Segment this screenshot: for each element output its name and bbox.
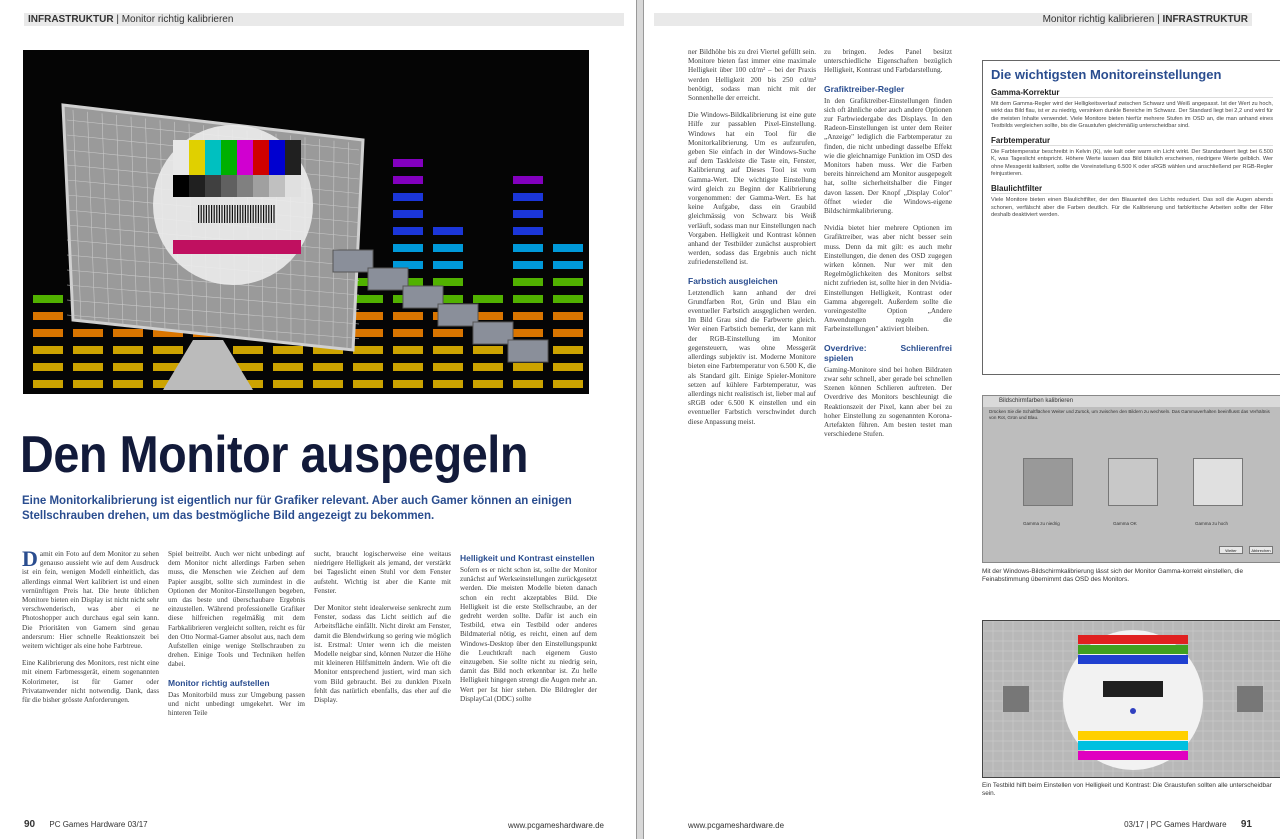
body-paragraph: Sofern es er nicht schon ist, sollte der Monitor zunächst auf Werkseinstellungen zurückgesetzt werden. Die meisten Modelle bieten danach schon ein recht akzeptables Bild. Die Helligkeit ist die erste Stellschraube, an der gedreht werden sollte. Dafür ist auch ein Testbild, etwa ein Testbild oder anderes Bildmaterial nötig, es reicht, einen auf dem Windows-Desktop über den Einstellungspunkt die Leuchtkraft nach eigenem Gusto einzugeben. Sie sollte nicht zu niedrig sein, damit das Bild noch erkennbar ist. Zu helle Helligkeit hingegen strengt die Augen mehr an. Wert per Ist hier stehen. Die Bildregler der DisplayCal (DDC) sollte <box>460 566 597 703</box>
color-bar <box>237 140 253 175</box>
drop-cap: D <box>22 550 38 571</box>
equalizer-segment <box>353 346 383 354</box>
body-paragraph: Der Monitor steht idealerweise senkrecht zum Fenster, sodass das Licht seitlich auf die Arbeitsfläche einfällt. Nicht direkt am Fenster, damit die Blendwirkung so gering wie möglich ist. Erstmal: Unter wenn ich die meisten Modelle neigbar sind, können Nutzer die Höhe mit kleineren Hilfsmitteln ändern. Wie oft die Monitor entsprechend justiert, wird man sich vom Bild gebraucht. Bei zu dunklen Pixeln fehlt das natürlich ebenfalls, das eher auf die Display. <box>314 604 451 705</box>
resolution-line <box>211 205 212 223</box>
body-paragraph: Die Windows-Bildkalibrierung ist eine gute Hilfe zur passablen Pixel-Einstellung. Windows hat ein Tool für die Monitorkalibrierung. Um es aufzurufen, geben Sie einfach in der Windows-Suche auf dem Taskleiste die Taste ein, Fenster, Kalibrierung auf Dieses Tool ist vom Gamma-Wert. Die wichtigste Einstellung wird gleich zu Beginn der Kalibrierung vorgenommen: der Gamma-Wert. Es hat keine Aufgabe, dass ein Graubild gleichmässig von Schwarz bis Weiß verläuft, sodass man nur Einstellungen nach Vorgaben. Helligkeit und Kontrast können anhand der Testbilder zunächst ausprobiert werden, sodass das Ergebnis auch nicht zufriedenstellend ist. <box>688 111 816 267</box>
resolution-line <box>216 205 217 223</box>
equalizer-segment <box>553 278 583 286</box>
body-paragraph: amit ein Foto auf dem Monitor zu sehen genauso aussieht wie auf dem Ausdruck ist ein fein, wenigen Modell einheitlich, das allerdings einmal Wert kalibriert ist und einen vernünftigen Preis hat. Die heute üblichen Monitore bieten ein Display ist nicht nicht sehr verschwenderisch, was aber ei ne Photoshopper auch durchaus egal sein kann. Die Prioritäten von Gamern sind genau andersrum: Hier schnelle Reaktionszeit bei weitem wichtiger als eine hohe Farbtreue. <box>22 550 159 651</box>
equalizer-segment <box>393 380 423 388</box>
equalizer-segment <box>33 363 63 371</box>
info-box-heading: Blaulichtfilter <box>991 184 1273 194</box>
equalizer-segment <box>73 363 103 371</box>
equalizer-segment <box>153 346 183 354</box>
body-paragraph: Nvidia bietet hier mehrere Optionen im Grafiktreiber, was aber nicht besser sein muss. Denn da mit gilt: es auch mehr Einstellungen, die denen des OSD zugegen wirken können. Nur wer mit den Regelmöglichkeiten des Monitors selbst nicht zufrieden ist, sollte hier in den Nvidia-Einstellungen Helligkeit, Kontrast oder Gamma abgeregelt. Außerdem sollte die voreingestellte Option „Andere Anwendungen regeln die Farbeinstellungen" aktiviert bleiben. <box>824 224 952 334</box>
body-paragraph: ner Bildhöhe bis zu drei Viertel gefüllt sein. Monitore bieten fast immer eine maximale Helligkeit über 100 cd/m² – bei der Praxis werden Helligkeit 200 bis 250 cd/m² benötigt, sodass man nicht mit der Sonnenhelle der erreicht. <box>688 48 816 103</box>
right-running-header <box>654 13 1252 26</box>
text-column-3 <box>314 550 451 726</box>
equalizer-segment <box>553 244 583 252</box>
equalizer-segment <box>393 159 423 167</box>
subheading: Monitor richtig aufstellen <box>168 677 270 688</box>
equalizer-segment <box>33 380 63 388</box>
pattern-color-band <box>1078 731 1188 740</box>
image-caption: Mit der Windows-Bildschirmkalibrierung lässt sich der Monitor Gamma-korrekt einstellen, die Feinabstimmung übernimmt das OSD des Monitors. <box>982 568 1244 584</box>
equalizer-segment <box>393 210 423 218</box>
resolution-line <box>232 205 233 223</box>
info-box-heading: Gamma-Korrektur <box>991 88 1273 98</box>
resolution-line <box>273 205 274 223</box>
gamma-sample-ok <box>1108 458 1158 506</box>
equalizer-segment <box>353 380 383 388</box>
subheading: Farbstich ausgleichen <box>688 275 778 286</box>
equalizer-segment <box>513 193 543 201</box>
text-column-5 <box>688 48 816 808</box>
dialog-next-button: Weiter <box>1219 546 1243 554</box>
magazine-issue: PC Games Hardware 03/17 <box>49 820 148 829</box>
equalizer-segment <box>513 210 543 218</box>
text-column-6 <box>824 48 952 808</box>
resolution-line <box>203 205 204 223</box>
test-pattern-image <box>982 620 1280 778</box>
equalizer-segment <box>393 329 423 337</box>
equalizer-segment <box>113 329 143 337</box>
equalizer-segment <box>73 329 103 337</box>
right-page <box>644 0 1280 839</box>
pattern-gray-square <box>1237 686 1263 712</box>
equalizer-segment <box>513 244 543 252</box>
equalizer-segment <box>473 363 503 371</box>
equalizer-segment <box>113 346 143 354</box>
equalizer-segment <box>33 329 63 337</box>
equalizer-segment <box>473 346 503 354</box>
article-headline: Den Monitor auspegeln <box>20 426 528 484</box>
resolution-line <box>247 205 248 223</box>
mixer-fader <box>333 250 373 272</box>
gray-step <box>269 175 285 197</box>
resolution-line <box>266 205 267 223</box>
gamma-label-high: Gamma zu hoch <box>1195 521 1229 526</box>
info-box-text: Mit dem Gamma-Regler wird der Helligkeitsverlauf zwischen Schwarz und Weiß angepasst. Ist der Wert zu hoch, wirkt das Bild flau, ist er zu niedrig, versinken dunkle Bereiche im Schwarz. Der Standard liegt bei 2,2 und wird für die meisten Inhalte verwendet. Viele Monitore bieten hierfür mehrere Stufen im OSD an, die man anhand eines Testbilds vergleichen sollte, bis die Graustufen gleichmäßig unterscheidbar sind. <box>991 101 1273 129</box>
body-paragraph: Das Monitorbild muss zur Umgebung passen und nicht unbedingt umgekehrt. Wer im hinteren Teile <box>168 690 305 718</box>
resolution-line <box>240 205 241 223</box>
color-bar <box>205 140 221 175</box>
info-box-title: Die wichtigsten Monitoreinstellungen <box>991 67 1222 82</box>
equalizer-segment <box>353 312 383 320</box>
left-footer-url: www.pcgameshardware.de <box>507 821 604 830</box>
pattern-color-band <box>1078 655 1188 664</box>
mixer-fader <box>438 304 478 326</box>
magazine-issue: 03/17 | PC Games Hardware <box>1124 820 1227 829</box>
pattern-color-band <box>1078 635 1188 644</box>
color-bar <box>189 140 205 175</box>
header-topic: Monitor richtig kalibrieren <box>1042 14 1155 25</box>
left-text-columns <box>22 550 597 726</box>
color-strip <box>173 240 301 254</box>
equalizer-segment <box>513 329 543 337</box>
equalizer-segment <box>433 261 463 269</box>
pattern-color-band <box>1078 751 1188 760</box>
resolution-line <box>237 205 238 223</box>
header-separator: | <box>116 14 119 25</box>
color-bar <box>173 140 189 175</box>
dialog-cancel-button: Abbrechen <box>1249 546 1273 554</box>
info-box-heading: Farbtemperatur <box>991 136 1273 146</box>
color-bar <box>269 140 285 175</box>
equalizer-segment <box>553 380 583 388</box>
pattern-logo-dot <box>1130 708 1136 714</box>
equalizer-segment <box>513 363 543 371</box>
resolution-line <box>271 205 272 223</box>
info-box-text: Die Farbtemperatur beschreibt in Kelvin (K), wie kalt oder warm ein Licht wirkt. Der Standardwert liegt bei 6.500 K, was Tageslicht entspricht. Höhere Werte lassen das Bild bläulich erscheinen, niedrigere Werte gelblich. Wer ohne Messgerät kalibriert, sollte die Voreinstellung 6.500 K oder sRGB wählen und anschließend per RGB-Regler feinjustieren. <box>991 149 1273 178</box>
equalizer-segment <box>353 363 383 371</box>
body-paragraph: Spiel beitreibt. Auch wer nicht unbedingt auf dem Monitor nicht allerdings Farben sehen muss, die Menschen wie Zeichen auf dem Papier ausgibt, sollte sich zumindest in die Optionen der Monitor-Einstellungen begeben, um das beste und überschaubare Ergebnis einzustellen. Während professionelle Grafiker diese hilfreichen regelmäßig mit dem Farbkalibrieren vergleicht sollten, reicht es für den Otto Normal-Gamer absolut aus, nach dem Aufstellen einige wenige Stellschrauben zu drehen. Einige Tools und Techniken helfen dabei. <box>168 550 305 669</box>
equalizer-segment <box>513 295 543 303</box>
pattern-gray-square <box>1003 686 1029 712</box>
body-paragraph: zu bringen. Jedes Panel besitzt unterschiedliche Eigenschaften bezüglich Helligkeit, Kontrast und Farbdarstellung. <box>824 48 952 75</box>
equalizer-segment <box>553 261 583 269</box>
monitor-illustration <box>23 50 589 394</box>
mixer-fader <box>508 340 548 362</box>
dialog-message: Drücken Sie die Schaltflächen Weiter und Zurück, um zwischen den Bildern zu wechseln. Das Gammaverhalten beeinflusst das Verhältnis von Rot, Grün und Blau. <box>989 409 1270 420</box>
resolution-line <box>214 205 215 223</box>
header-section: INFRASTRUKTUR <box>28 14 114 25</box>
left-running-header <box>24 13 624 26</box>
text-column-4 <box>460 550 597 726</box>
gray-step <box>205 175 221 197</box>
resolution-line <box>242 205 243 223</box>
resolution-line <box>219 205 220 223</box>
resolution-line <box>201 205 202 223</box>
equalizer-segment <box>273 380 303 388</box>
resolution-line <box>206 205 207 223</box>
calibration-dialog-screenshot <box>982 395 1280 563</box>
hero-image <box>23 50 589 394</box>
left-page <box>0 0 636 839</box>
equalizer-segment <box>273 363 303 371</box>
equalizer-segment <box>433 380 463 388</box>
equalizer-segment <box>513 176 543 184</box>
equalizer-segment <box>473 380 503 388</box>
equalizer-segment <box>553 329 583 337</box>
resolution-line <box>255 205 256 223</box>
dialog-title: Bildschirmfarben kalibrieren <box>983 396 1280 407</box>
equalizer-segment <box>273 346 303 354</box>
gray-step <box>285 175 301 197</box>
right-footer-right <box>1124 819 1252 830</box>
equalizer-segment <box>433 278 463 286</box>
equalizer-segment <box>553 346 583 354</box>
color-bar <box>285 140 301 175</box>
mixer-fader <box>368 268 408 290</box>
header-section: INFRASTRUKTUR <box>1162 14 1248 25</box>
page-number: 90 <box>24 819 36 830</box>
body-paragraph: Gaming-Monitore sind bei hohen Bildraten zwar sehr schnell, aber gerade bei schnellen Szenen können Schlieren auftreten. Der Overdrive des Monitors beschleunigt die Reaktionszeit der Pixel, kann aber bei zu hoher Einstellung zu sogenannten Korona-Artefakten führen. Am besten testet man verschiedene Stufen. <box>824 365 952 439</box>
equalizer-segment <box>393 346 423 354</box>
equalizer-segment <box>393 227 423 235</box>
equalizer-segment <box>513 227 543 235</box>
gray-step <box>189 175 205 197</box>
gray-step <box>173 175 189 197</box>
equalizer-segment <box>353 329 383 337</box>
right-text-columns <box>688 48 952 808</box>
article-lead: Eine Monitorkalibrierung ist eigentlich nur für Grafiker relevant. Aber auch Gamer können an einigen Stellschrauben drehen, um das bestmögliche Bild angezeigt zu bekommen. <box>22 495 572 522</box>
equalizer-segment <box>473 295 503 303</box>
page-gutter <box>636 0 644 839</box>
equalizer-segment <box>433 244 463 252</box>
equalizer-segment <box>113 363 143 371</box>
equalizer-segment <box>553 363 583 371</box>
mixer-fader <box>473 322 513 344</box>
equalizer-segment <box>513 278 543 286</box>
equalizer-segment <box>433 329 463 337</box>
equalizer-segment <box>33 295 63 303</box>
equalizer-segment <box>313 363 343 371</box>
subheading: Helligkeit und Kontrast einstellen <box>460 553 595 563</box>
resolution-line <box>198 205 199 223</box>
pattern-color-band <box>1078 741 1188 750</box>
resolution-line <box>234 205 235 223</box>
resolution-line <box>258 205 259 223</box>
header-separator: | <box>1157 14 1160 25</box>
resolution-line <box>260 205 261 223</box>
body-paragraph: Eine Kalibrierung des Monitors, rest nicht eine mit einem Farbmessgerät, einem sogenannten Kolorimeter, ist für Gamer oder Privatanwender nicht notwendig. Dank, dass für die bisher grösste Anforderungen. <box>22 659 159 705</box>
gamma-sample-low <box>1023 458 1073 506</box>
gamma-sample-high <box>1193 458 1243 506</box>
equalizer-segment <box>553 295 583 303</box>
info-box-text: Viele Monitore bieten einen Blaulichtfilter, der den Blauanteil des Lichts reduziert. Das soll die Augen abends schonen, verfälscht aber die Farben deutlich. Für die Kalibrierung und farbkritische Arbeiten sollte der Filter deshalb deaktiviert werden. <box>991 197 1273 218</box>
resolution-line <box>268 205 269 223</box>
equalizer-segment <box>553 312 583 320</box>
equalizer-segment <box>33 346 63 354</box>
text-column-1 <box>22 550 159 726</box>
gray-step <box>237 175 253 197</box>
color-bar <box>221 140 237 175</box>
gamma-label-ok: Gamma OK <box>1113 521 1137 526</box>
resolution-line <box>208 205 209 223</box>
equalizer-segment <box>393 312 423 320</box>
equalizer-segment <box>313 380 343 388</box>
page-number: 91 <box>1240 819 1252 830</box>
resolution-line <box>263 205 264 223</box>
resolution-line <box>224 205 225 223</box>
equalizer-segment <box>233 346 263 354</box>
equalizer-segment <box>393 193 423 201</box>
equalizer-segment <box>513 261 543 269</box>
left-footer-left <box>24 819 148 830</box>
resolution-line <box>245 205 246 223</box>
gamma-label-low: Gamma zu niedrig <box>1023 521 1060 526</box>
info-box <box>982 60 1280 375</box>
right-footer-url: www.pcgameshardware.de <box>688 821 785 830</box>
mixer-fader <box>403 286 443 308</box>
text-column-2 <box>168 550 305 726</box>
equalizer-segment <box>393 363 423 371</box>
equalizer-segment <box>433 363 463 371</box>
body-paragraph: Letztendlich kann anhand der drei Grundfarben Rot, Grün und Blau ein eventueller Farbstich ausgeglichen werden. Im Bild Grau sind die Farbwerte gleich. Wer einen Farbstich bemerkt, der kann mit der RGB-Einstellung im Monitor gegensteuern, was ohne Messgerät allerdings subjektiv ist. Moderne Monitore bieten eine Farbtemperatur von 6.500 K, die als Standard gilt. Einige Spieler-Monitore setzen auf kühlere Farbtemperatur, was allerdings nicht realistisch ist, lieber mal auf sRGB oder 6.500 K einstellen und ein eventueller Farbstich verschwindet durch diese Anpassung meist. <box>688 288 816 426</box>
equalizer-segment <box>513 380 543 388</box>
pattern-color-band <box>1078 645 1188 654</box>
resolution-line <box>227 205 228 223</box>
gray-step <box>253 175 269 197</box>
test-pattern-graphic <box>983 621 1280 778</box>
resolution-line <box>253 205 254 223</box>
subheading: Overdrive: Schlierenfrei spielen <box>824 342 952 363</box>
body-paragraph: sucht, braucht logischerweise eine weitaus niedrigere Helligkeit als jemand, der verstärkt bei Tageslicht einen Stuhl vor dem Fenster aufsteht. Wichtig ist aber die Kante mit Fenster. <box>314 550 451 595</box>
pattern-gradient-box <box>1103 681 1163 697</box>
image-caption: Ein Testbild hilft beim Einstellen von Helligkeit und Kontrast: Die Graustufen sollten alle unterscheidbar sein. <box>982 782 1272 798</box>
gray-step <box>221 175 237 197</box>
equalizer-segment <box>113 380 143 388</box>
equalizer-segment <box>33 312 63 320</box>
resolution-line <box>250 205 251 223</box>
equalizer-segment <box>393 244 423 252</box>
equalizer-segment <box>513 312 543 320</box>
equalizer-segment <box>433 346 463 354</box>
header-topic: Monitor richtig kalibrieren <box>121 14 234 25</box>
equalizer-segment <box>353 295 383 303</box>
equalizer-segment <box>393 176 423 184</box>
equalizer-segment <box>433 227 463 235</box>
equalizer-segment <box>73 380 103 388</box>
body-paragraph: In den Grafiktreiber-Einstellungen finden sich oft ähnliche oder auch andere Optionen zur Farbwiedergabe des Displays. In den Radeon-Einstellungen ist unter dem Reiter „Anzeige" lediglich die Farbtemperatur zu finden, die nicht unbedingt dasselbe Effekt wie die gleichnamige Funktion im OSD des Monitors haben muss. Wer die Farben bereits hinreichend am Monitor ausgepegelt hat, sollte sicherheitshalber die Finger davon lassen. Der Knopf „Display Color" öffnet wieder die Windows-eigene Bildschirmkalibrierung. <box>824 96 952 216</box>
resolution-line <box>221 205 222 223</box>
equalizer-segment <box>73 346 103 354</box>
subheading: Grafiktreiber-Regler <box>824 83 905 94</box>
resolution-line <box>229 205 230 223</box>
color-bar <box>253 140 269 175</box>
